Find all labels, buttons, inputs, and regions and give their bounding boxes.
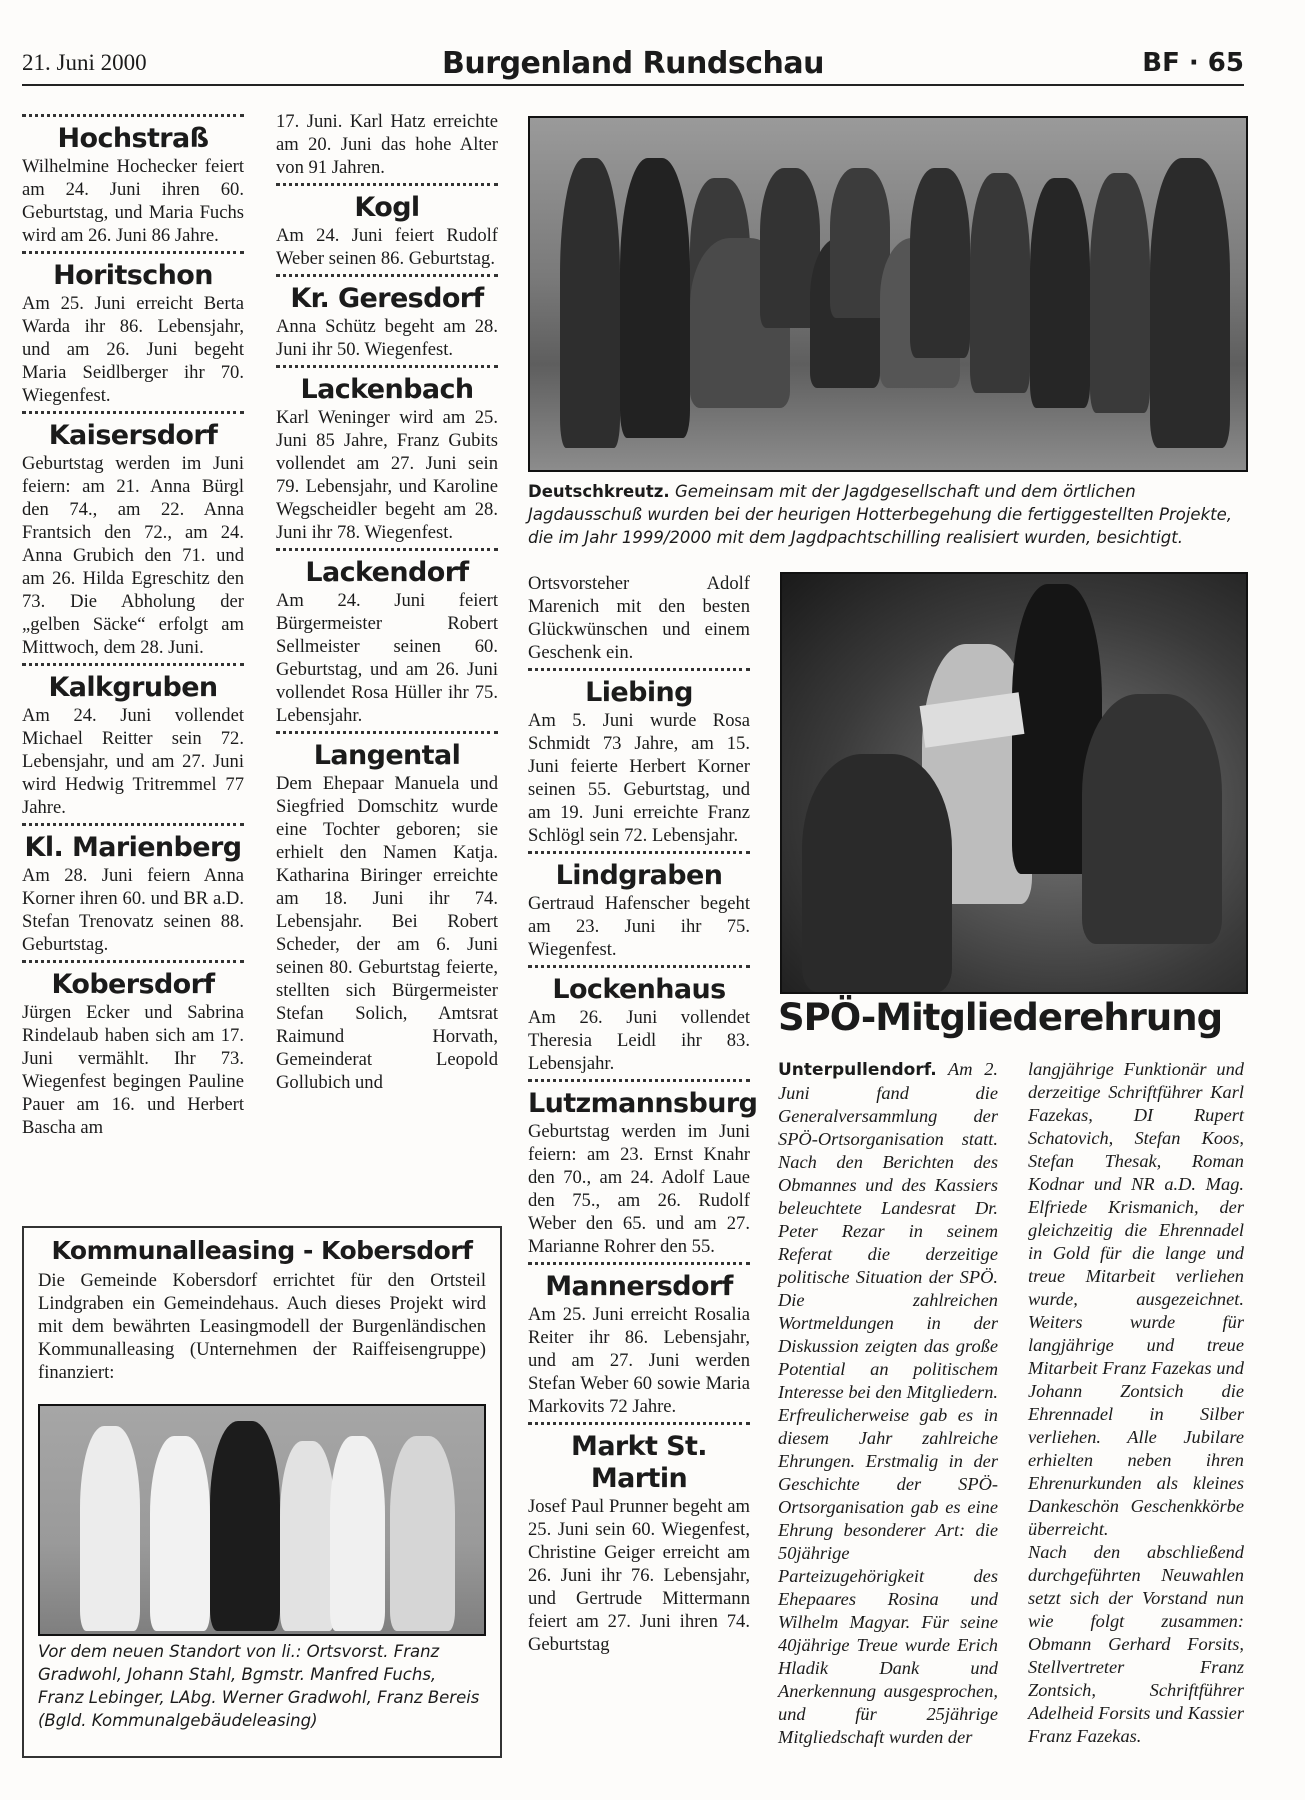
issue-date: 21. Juni 2000: [22, 50, 147, 75]
column-3: [528, 572, 758, 1656]
notice-text: Karl Weninger wird am 25. Juni 85 Jahre, Franz Gubits vollendet am 27. Juni sein 79. Lebensjahr, und Karoline Wegscheidler begeht am 28. Juni ihr 78. Wiegenfest.: [276, 407, 498, 543]
box-text: Die Gemeinde Kobersdorf errichtet für den Ortsteil Lindgraben ein Gemeindehaus. Auch dieses Projekt wird mit dem bewährten Leasingmodell der Burgenländischen Kommunalleasing (Unternehmen der Raiffeisengruppe) finanziert:: [38, 1270, 486, 1383]
notice-text: Gertraud Hafenscher begeht am 23. Juni ihr 75. Wiegenfest.: [528, 893, 750, 960]
divider: [528, 1079, 750, 1082]
notice-text: Dem Ehepaar Manuela und Siegfried Domschitz wurde eine Tochter geboren; sie erhielt den Namen Katja. Katharina Biringer erreichte am 18. Juni ihr 74. Lebensjahr. Bei Robert Scheder, der am 6. Juni seinen 80. Geburtstag feierte, stellten sich Bürgermeister Stefan Solich, Amtsrat Raimund Horvath, Gemeinderat Leopold Gollubich und: [276, 773, 498, 1093]
photo-figure: [1150, 158, 1230, 448]
photo-figure: [910, 168, 970, 358]
photo-figure: [1090, 173, 1150, 413]
place-heading: Lackendorf: [305, 557, 469, 588]
divider: [276, 548, 498, 551]
article-body: Am 2. Juni fand die Generalversammlung der SPÖ-Ortsorganisation statt. Nach den Berichten des Obmannes und des Kassiers beleuchtete Landesrat Dr. Peter Rezar in seinem Referat die derzeitige politische Situation der SPÖ. Die zahlreichen Wortmeldungen in der Diskussion zeigten das große Potential an politischem Interesse bei den Mitgliedern. Erfreulicherweise gab es in diesem Jahr zahlreiche Ehrungen. Erstmalig in der Geschichte der SPÖ-Ortsorganisation gab es eine Ehrung besonderer Art: die 50jährige Parteizugehörigkeit des Ehepaares Rosina und Wilhelm Magyar. Für seine 40jährige Treue wurde Erich Hladik Dank und Anerkennung ausgesprochen, und für 25jährige Mitgliedschaft wurden der: [778, 1059, 998, 1747]
photo-hunting-society: [528, 116, 1248, 472]
divider: [528, 851, 750, 854]
place-heading: Markt St. Martin: [571, 1431, 707, 1494]
place-heading: Hochstraß: [57, 123, 209, 154]
column-1: [22, 110, 244, 1139]
divider: [528, 1422, 750, 1425]
notice-text: Am 25. Juni erreicht Berta Warda ihr 86. Lebensjahr, und am 26. Juni begeht Maria Seidlberger ihr 70. Wiegenfest.: [22, 293, 244, 406]
photo-figure: [560, 158, 620, 448]
notice-text: Am 26. Juni vollendet Theresia Leidl ihr 83. Lebensjahr.: [528, 1007, 750, 1074]
notice-text: Jürgen Ecker und Sabrina Rindelaub haben sich am 17. Juni vermählt. Ihr 73. Wiegenfest begingen Pauline Pauer am 16. und Herbert Bascha am: [22, 1002, 244, 1138]
box-photo-caption: Vor dem neuen Standort von li.: Ortsvorst. Franz Gradwohl, Johann Stahl, Bgmstr. Manfred Fuchs, Franz Lebinger, LAbg. Werner Gradwohl, Franz Bereis (Bgld. Kommunalgebäudeleasing): [38, 1642, 480, 1730]
page-number: BF · 65: [1142, 48, 1244, 78]
photo-leasing-group: [38, 1404, 486, 1636]
photo-figure: [150, 1436, 210, 1631]
newspaper-title: Burgenland Rundschau: [442, 46, 824, 81]
divider: [276, 183, 498, 186]
article-text: [778, 1058, 998, 1749]
photo-figure: [80, 1426, 140, 1631]
leasing-box: [22, 1226, 502, 1758]
photo-figure: [620, 158, 690, 438]
divider: [528, 1262, 750, 1265]
place-heading: Lindgraben: [555, 860, 723, 891]
place-heading: Kr. Geresdorf: [290, 283, 484, 314]
caption-place: Deutschkreutz.: [528, 482, 670, 501]
article-text: langjährige Funktionär und derzeitige Schriftführer Karl Fazekas, DI Rupert Schatovich, Stefan Koos, Stefan Thesak, Roman Kodnar und NR a.D. Mag. Elfriede Krismanich, der gleichzeitig die Ehrennadel in Gold für die lange und treue Mitarbeit verliehen wurde, ausgezeichnet. Weiters wurde für langjährige und treue Mitarbeit Franz Fazekas und Johann Zontsich die Ehrennadel in Silber verliehen. Alle Jubilare erhielten neben ihren Ehrenurkunden als kleines Dankeschön Geschenkkörbe überreicht.: [1028, 1059, 1244, 1539]
article-column-right: [1028, 1058, 1244, 1748]
notice-text: Am 24. Juni feiert Rudolf Weber seinen 86. Geburtstag.: [276, 225, 498, 269]
place-heading: Liebing: [585, 677, 693, 708]
place-heading: Kaisersdorf: [48, 420, 218, 451]
place-heading: Kalkgruben: [48, 672, 218, 703]
divider: [22, 960, 244, 963]
photo-spoe-ceremony: [780, 572, 1248, 994]
article-column-left: [778, 1058, 998, 1749]
divider: [22, 114, 244, 117]
photo-figure: [970, 173, 1030, 393]
column-2: [276, 110, 498, 1094]
divider: [528, 668, 750, 671]
place-heading: Mannersdorf: [545, 1271, 733, 1302]
notice-text: Am 24. Juni vollendet Michael Reitter sein 72. Lebensjahr, und am 27. Juni wird Hedwig Tritremmel 77 Jahre.: [22, 705, 244, 818]
divider: [22, 663, 244, 666]
photo-figure: [280, 1441, 335, 1631]
divider: [276, 274, 498, 277]
place-heading: Horitschon: [53, 260, 213, 291]
caption-text: Gemeinsam mit der Jagdgesellschaft und dem örtlichen Jagdausschuß wurden bei der heurigen Hotterbegehung die fertiggestellten Projekte, die im Jahr 1999/2000 mit dem Jagdpachtschilling realisiert wurden, besichtigt.: [528, 482, 1233, 547]
divider: [276, 365, 498, 368]
article-text: Nach den abschließend durchgeführten Neuwahlen setzt sich der Vorstand nun wie folgt zusammen: Obmann Gerhard Forsits, Stellvertreter Franz Zontsich, Schriftführer Adelheid Forsits und Kassier Franz Fazekas.: [1028, 1542, 1244, 1746]
place-heading: Lutzmannsburg: [528, 1088, 758, 1119]
place-heading: Kobersdorf: [51, 969, 215, 1000]
divider: [276, 731, 498, 734]
photo-figure: [330, 1436, 385, 1631]
place-heading: Lockenhaus: [552, 974, 726, 1005]
photo-figure: [1030, 178, 1090, 408]
place-heading: Lackenbach: [300, 374, 474, 405]
notice-text: Josef Paul Prunner begeht am 25. Juni sein 60. Wiegenfest, Christine Geiger erreicht am 26. Juni ihr 76. Lebensjahr, und Gertrude Mittermann feiert am 27. Juni ihren 74. Geburtstag: [528, 1496, 750, 1655]
photo-caption: [528, 480, 1244, 549]
photo-figure: [802, 754, 952, 992]
notice-text: Am 5. Juni wurde Rosa Schmidt 73 Jahre, am 15. Juni feierte Herbert Korner seinen 55. Geburtstag, und am 19. Juni erreichte Franz Schlögl sein 72. Lebensjahr.: [528, 710, 750, 846]
notice-text: Geburtstag werden im Juni feiern: am 21. Anna Bürgl den 74., am 22. Anna Frantsich den 72., am 24. Anna Grubich den 71. und am 26. Hilda Egreschitz den 73. Die Abholung der „gelben Säcke“ erfolgt am Mittwoch, dem 28. Juni.: [22, 453, 244, 658]
page-header: [22, 44, 1244, 86]
notice-text: Am 25. Juni erreicht Rosalia Reiter ihr 86. Lebensjahr, und am 27. Juni werden Stefan Weber 60 sowie Maria Markovits 72 Jahre.: [528, 1304, 750, 1417]
place-heading: Kl. Marienberg: [24, 832, 242, 863]
article-place: Unterpullendorf.: [778, 1060, 937, 1080]
divider: [22, 823, 244, 826]
notice-text: Ortsvorsteher Adolf Marenich mit den besten Glückwünschen und einem Geschenk ein.: [528, 573, 750, 663]
notice-text: Anna Schütz begeht am 28. Juni ihr 50. Wiegenfest.: [276, 316, 498, 360]
photo-figure: [390, 1436, 455, 1631]
notice-text: Am 28. Juni feiern Anna Korner ihren 60. und BR a.D. Stefan Trenovatz seinen 88. Geburtstag.: [22, 865, 244, 955]
place-heading: Langental: [313, 740, 461, 771]
notice-text: Am 24. Juni feiert Bürgermeister Robert Sellmeister seinen 60. Geburtstag, und am 26. Juni vollendet Rosa Hüller ihr 75. Lebensjahr.: [276, 590, 498, 726]
box-title: Kommunalleasing - Kobersdorf: [51, 1236, 473, 1265]
divider: [22, 411, 244, 414]
divider: [22, 251, 244, 254]
divider: [528, 965, 750, 968]
article-headline: SPÖ-Mitgliederehrung: [778, 996, 1223, 1039]
photo-figure: [210, 1421, 280, 1631]
notice-text: Geburtstag werden im Juni feiern: am 23. Ernst Knahr den 70., am 24. Adolf Laue den 75., am 26. Rudolf Weber den 65. und am 27. Marianne Rohrer den 55.: [528, 1121, 750, 1257]
notice-text: Wilhelmine Hochecker feiert am 24. Juni ihren 60. Geburtstag, und Maria Fuchs wird am 26. Juni 86 Jahre.: [22, 156, 244, 246]
place-heading: Kogl: [354, 192, 420, 223]
photo-figure: [1082, 694, 1222, 944]
notice-text: 17. Juni. Karl Hatz erreichte am 20. Juni das hohe Alter von 91 Jahren.: [276, 111, 498, 178]
